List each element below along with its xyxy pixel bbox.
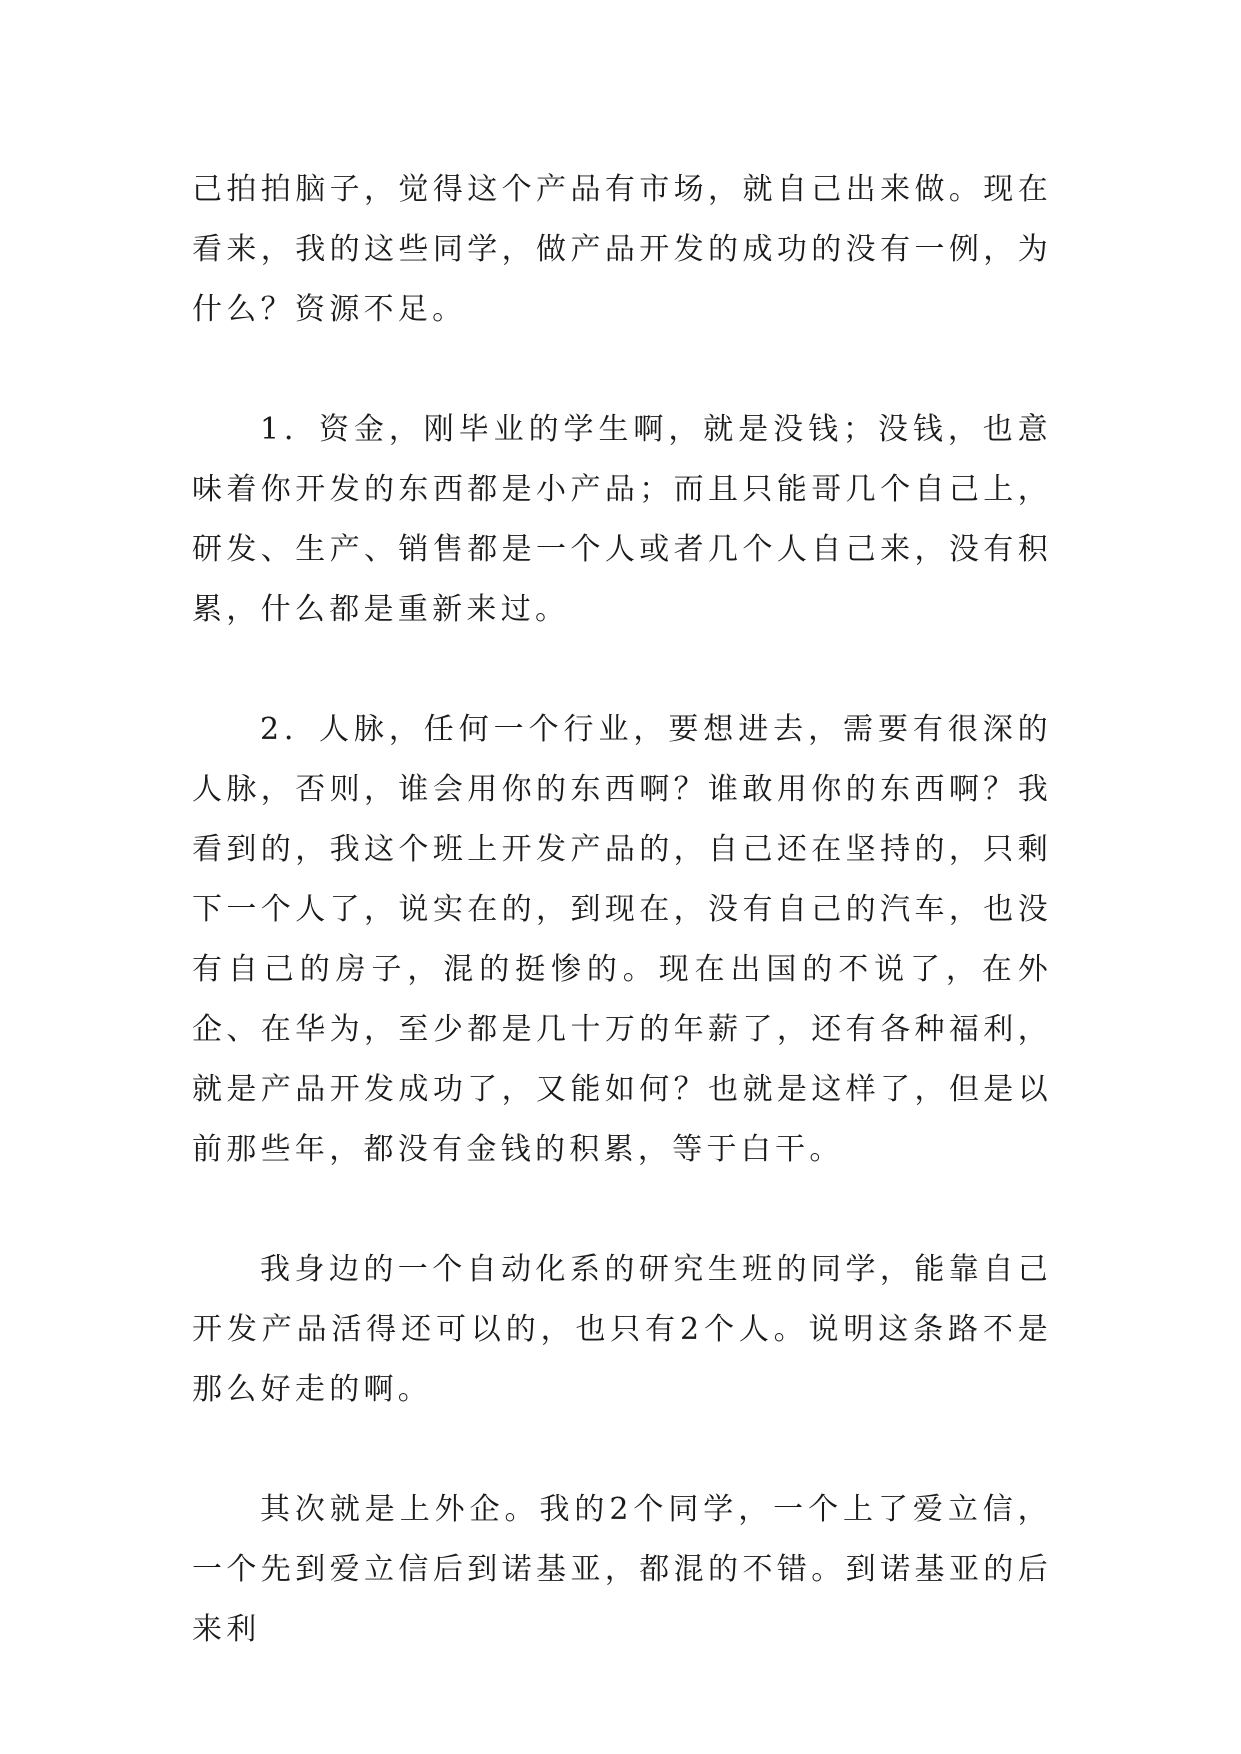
paragraph-2: 1．资金，刚毕业的学生啊，就是没钱；没钱，也意味着你开发的东西都是小产品；而且只能哥几个自己上，研发、生产、销售都是一个人或者几个人自己来，没有积累，什么都是重新来过。: [192, 412, 1052, 627]
document-body: [192, 160, 1052, 1720]
paragraph-1: 己拍拍脑子，觉得这个产品有市场，就自己出来做。现在看来，我的这些同学，做产品开发的成功的没有一例，为什么？资源不足。: [192, 172, 1052, 327]
paragraph-4: 我身边的一个自动化系的研究生班的同学，能靠自己开发产品活得还可以的，也只有2个人。说明这条路不是那么好走的啊。: [192, 1252, 1052, 1407]
paragraph-3: 2．人脉，任何一个行业，要想进去，需要有很深的人脉，否则，谁会用你的东西啊？谁敢用你的东西啊？我看到的，我这个班上开发产品的，自己还在坚持的，只剩下一个人了，说实在的，到现在，没有自己的汽车，也没有自己的房子，混的挺惨的。现在出国的不说了，在外企、在华为，至少都是几十万的年薪了，还有各种福利，就是产品开发成功了，又能如何？也就是这样了，但是以前那些年，都没有金钱的积累，等于白干。: [192, 712, 1052, 1167]
paragraph-5: 其次就是上外企。我的2个同学，一个上了爱立信，一个先到爱立信后到诺基亚，都混的不错。到诺基亚的后来利: [192, 1492, 1052, 1647]
